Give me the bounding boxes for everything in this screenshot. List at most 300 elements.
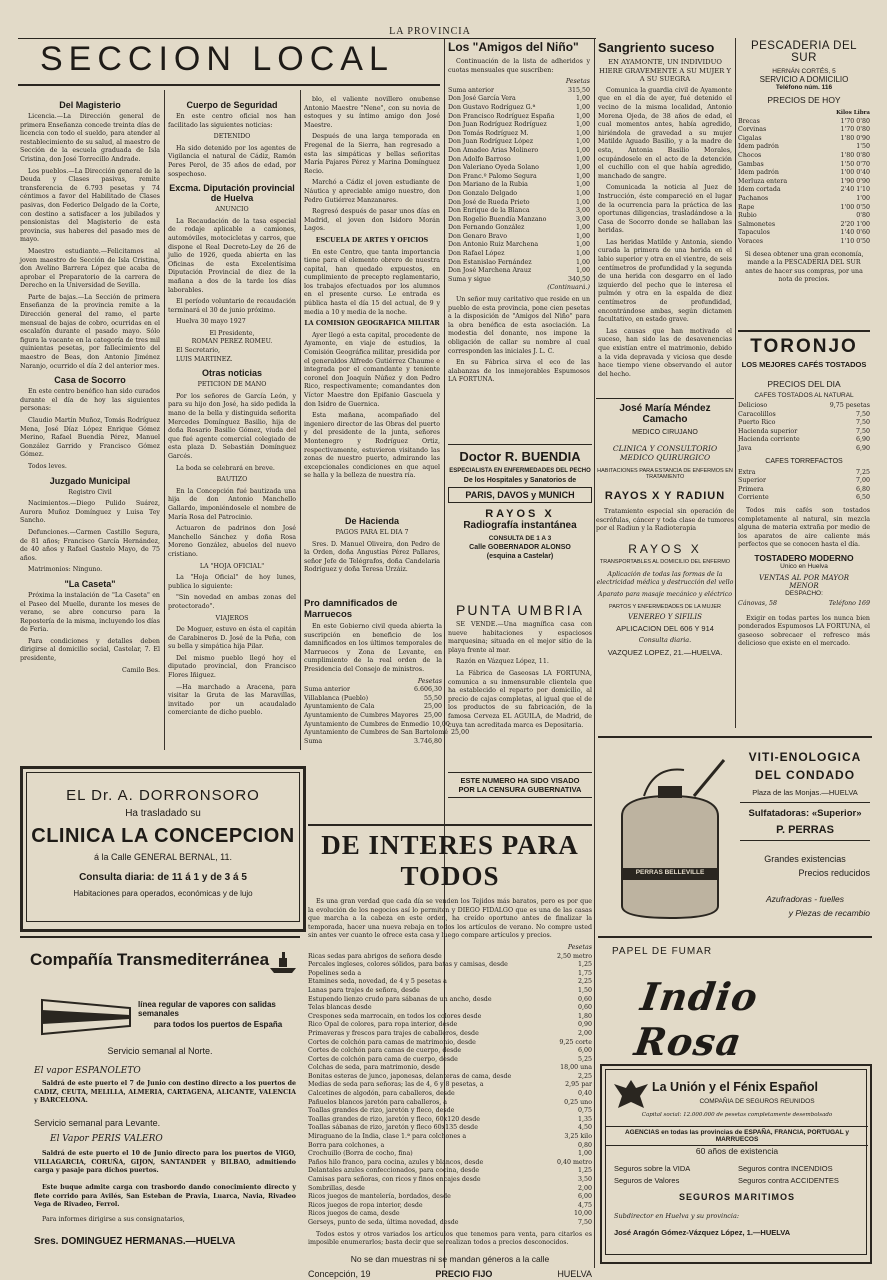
viti-hr-2 [740, 840, 870, 841]
otras-p9: —Ha marchado a Aracena, para visitar la Gruta de las Maravillas, invitado por un acaudalado comerciante de dicho pueblo. [168, 683, 296, 717]
interes-row-value: 1,35 [577, 1115, 592, 1123]
pescaderia-row-name: Rape [738, 203, 755, 211]
interes-row-value: 6,00 [577, 1047, 592, 1055]
interes-row-name: Telas blancas desde [308, 1004, 372, 1012]
amigos-row-value: 3,00 [575, 215, 590, 223]
damnificados-currency: Pesetas [417, 677, 442, 685]
interes-row [308, 1090, 592, 1099]
interes-row-name: Cortes de colchón para cama de cuerpo, desde [308, 1055, 458, 1063]
amigos-cont: (Continuará.) [547, 284, 590, 292]
interes-row-name: Crespones seda marrocain, en todos los colores desde [308, 1012, 482, 1020]
col3-p1: Después de una larga temporada en Fregenal de la Sierra, han regresado a esta las simpáticas y bellas señoritas María Pajares Pérez y Marina Domínguez Recio. [304, 133, 440, 175]
amigos-row-value: 1,00 [575, 95, 590, 103]
mendez-l7: Aplicación de todas las formas de la electricidad médica y destrucción del vello [596, 570, 734, 587]
amigos-row-name: Don José de Rueda Prieto [448, 198, 530, 206]
caseta-sign: Camilo Bes. [122, 666, 160, 674]
interes-list [308, 953, 592, 1228]
pescaderia-row-name: Chocos [738, 151, 762, 159]
mendez-sub: MEDICO CIRUJANO [632, 429, 698, 436]
trans-l5: Servicio semanal para Levante. [34, 1118, 161, 1128]
amigos-row-name: Don Rogelio Buendía Manzano [448, 215, 547, 223]
magisterio-p3: Maestro estudiante.—Felicitamos al joven maestro de Sección de Isla Cristina, don Avelino Barrera López que acaba de aprobar el Preparatorio de la carrera de Derecho en la Universidad de Sevilla. [20, 247, 160, 290]
otras-title: Otras noticias [201, 368, 263, 379]
amigos-row [448, 113, 590, 122]
amigos-row [448, 276, 590, 285]
amigos-row-name: Don Antonio Ruiz Marchena [448, 241, 539, 249]
col3-p0: blo, el valiente novillero onubense Antonio Maestre "Nene", con su novia de estoques y su íntimo amigo don José Maestre. [304, 96, 440, 129]
interes-row-name: Toallas sábanas de rizo, jaretón y fleco 60x135 desde [308, 1124, 478, 1132]
otras-p6: "Sin novedad en ambas zonas del protectorado". [168, 594, 296, 610]
amigos-row-value: 1,00 [575, 172, 590, 180]
mendez-l3: RAYOS X Y RADIUN [604, 490, 726, 502]
amigos-row-name: Don Enrique de la Blanca [448, 207, 530, 215]
toronjo-l2: MENOR [789, 581, 819, 590]
mendez-l13: VAZQUEZ LOPEZ, 21.—HUELVA. [607, 647, 723, 657]
toronjo-sub: LOS MEJORES CAFÉS TOSTADOS [741, 360, 867, 369]
toronjo-h3: CAFES TORREFACTOS [765, 457, 843, 465]
union-l4: AGENCIAS en todas las provincias de ESPAÑA, FRANCIA, PORTUGAL y MARRUECOS [606, 1126, 868, 1146]
indio-l2: Indio Rosa [631, 974, 762, 1064]
interes-row [308, 1185, 592, 1194]
pescaderia-row [738, 186, 870, 195]
dorronsoro-l5: Consulta diaria: de 11 á 1 y de 3 á 5 [79, 872, 247, 883]
interes-row-value: 0,40 metro [556, 1158, 592, 1166]
amigos-row-name: Don Genaro Bravo [448, 232, 508, 240]
socorro-p2: Claudio Martín Muñoz, Tomás Rodríguez Mena, José Díaz López Enrique Gómez Merino, Rafael Buendía Pérez, Manuel González Garrido y Francisco Gómez Gómez. [20, 417, 160, 459]
socorro-p1: En este centro benéfico han sido curados durante el día de hoy las siguientes personas: [20, 388, 160, 413]
column-1 [20, 96, 160, 756]
column-2 [168, 96, 296, 756]
sangriento-p1: Comunica la guardia civil de Ayamonte que en el día de ayer, fué detenido el vecino de la misma localidad, Antonio Morena Ojeda, de 38 años de edad, el cual momentos antes, había agredido, hiriéndola de gravedad a su mujer Matilde Aguado Basilio, y a la madre de esta, Antonia Basilio Morales, ocupándosele en el acto de la detención el cuchillo con el que había agredido, manchado de sangre. [598, 86, 732, 180]
damnificados-row-name: Ayuntamiento de Cala [304, 703, 375, 711]
sangriento-block [598, 40, 732, 392]
interes-row-name: Colchas de seda, para matrimonio, desde [308, 1064, 440, 1072]
viti-l5: P. PERRAS [776, 824, 834, 836]
interes-row [308, 953, 592, 962]
amigos-row [448, 241, 590, 250]
interes-l3: PRECIO FIJO [435, 1268, 493, 1279]
amigos-row [448, 267, 590, 276]
dorronsoro-l6: Habitaciones para operados, económicas y de lujo [73, 889, 253, 898]
interes-row-name: Miraguano de la India, clase 1.ª para colchones a [308, 1133, 467, 1141]
pescaderia-row-value: 1'80 0'80 [840, 151, 870, 159]
trans-l6: El Vapor PERIS VALERO [50, 1134, 163, 1144]
interes-row [308, 1056, 592, 1065]
trans-l7: Sres. DOMINGUEZ HERMANAS.—HUELVA [34, 1236, 236, 1247]
interes-row [308, 1124, 592, 1133]
interes-row-value: 1,75 [577, 969, 592, 977]
amigos-row-value: 1,00 [575, 241, 590, 249]
amigos-row [448, 233, 590, 242]
diputacion-p6: El Secretario, [176, 347, 221, 355]
sangriento-p4: Las causas que han motivado el suceso, han sido las de desavenencias que existían entre el matrimonio, debido a la vida depravada y viciosa que desde hace tiempo viene observando el autor del hecho. [598, 327, 732, 378]
interes-row-value: 3,50 [577, 1176, 592, 1183]
toronjo-row [738, 486, 870, 495]
amigos-row-name: Don Valeriano Oyeda Solano [448, 164, 539, 172]
interes-row-name: Primaveras y frescos para trajes de caballeros, desde [308, 1029, 479, 1037]
interes-ad [308, 820, 592, 1279]
viti-tank-label: PERRAS BELLEVILLE [635, 869, 705, 876]
damnificados-row-value: 3.746,80 [413, 737, 442, 745]
pescaderia-row-name: Gambas [738, 160, 764, 168]
interes-row [308, 1030, 592, 1039]
pescaderia-l4: PRECIOS DE HOY [767, 95, 841, 105]
amigos-row-value: 1,00 [575, 181, 590, 189]
sangriento-title: Sangriento suceso [598, 40, 715, 55]
amigos-row-name: Suma y sigue [448, 275, 491, 283]
juzgado-p3: Matrimonios: Ninguno. [28, 566, 103, 574]
interes-row-name: Etamines seda, novedad, de 4 y 5 pesetas a [308, 978, 447, 986]
amigos-row [448, 259, 590, 268]
buendia-l2: De los Hospitales y Sanatorios de [463, 477, 577, 484]
juzgado-title: Juzgado Municipal [49, 475, 131, 486]
toronjo-row-value: 7,25 [855, 468, 870, 476]
toronjo-row-value: 7,50 [855, 410, 870, 418]
buendia-l5: Radiografía instantánea [463, 520, 577, 531]
toronjo-row-name: Extra [738, 468, 756, 476]
mendez-l10: VENEREO Y SIFILIS [628, 612, 702, 621]
censura-l2: POR LA CENSURA GUBERNATIVA [458, 785, 582, 794]
col3-p5: Ayer llegó a esta capital, procedente de Ayamonte, en viaje de estudios, la Comisión Geográfica militar, presidida por el generaldos Alfredo Gutiérrez Chaume e integrada por el comandante y teniente coronel don Joaquín Núñez y don Pedro Rico, respectivamente; comandantes don Víctor Maestre don Epifanio Gascuela y don Isidro de Guernica. [304, 331, 440, 408]
mendez-l9: PARTOS Y ENFERMEDADES DE LA MUJER [609, 603, 721, 610]
damnificados-row-name: Suma [304, 737, 323, 745]
diputacion-p5: ROMAN PEREZ ROMEU. [191, 338, 273, 346]
hacienda-p8: Sres. D. Manuel Oliveira, don Pedro de la Orden, doña Angustias Pérez Pallares, señor Jefe de Telégrafos, doña Candelaria Rodríguez y doña Teresa Urzáiz. [304, 540, 440, 574]
damnificados-title: Pro damnificados de Marruecos [304, 598, 398, 620]
interes-row [308, 1116, 592, 1125]
punta-p2: Razón en Vázquez López, 11. [456, 658, 549, 666]
amigos-row [448, 207, 590, 216]
interes-row-name: Toallas grandes de rizo, jaretón y fleco, 60x120 desde [308, 1115, 480, 1123]
union-l9: Seguros contra ACCIDENTES [738, 1176, 839, 1185]
comision-title: LA COMISION GEOGRAFICA MILITAR [304, 320, 440, 328]
union-l3: Capital social: 12.000.000 de pesetas completamente desembolsado [641, 1112, 833, 1118]
amigos-row-name: Don Tomás Rodríguez M. [448, 129, 529, 137]
toronjo-h1: PRECIOS DEL DIA [767, 379, 841, 389]
toronjo-row [738, 445, 870, 454]
pescaderia-l3: Teléfono núm. 116 [775, 84, 833, 91]
damnificados-row [304, 703, 442, 712]
interes-row [308, 1081, 592, 1090]
pescaderia-row-value: 1'50 0'70 [840, 160, 870, 168]
pescaderia-row [738, 238, 870, 247]
buendia-l3: PARIS, DAVOS y MUNICH [448, 487, 592, 503]
pescaderia-row-value: 2'40 1'10 [840, 186, 870, 194]
divider [594, 38, 595, 1268]
amigos-row-value: 1,00 [575, 138, 590, 146]
viti-l6: Grandes existencias [764, 854, 846, 864]
interes-row-name: Toallas grandes de rizo, jaretón y fleco, desde [308, 1107, 455, 1115]
seguridad-p2: Ha sido detenido por los agentes de Vigilancia el natural de Cádiz, Ramón Peres Perol, de 35 años de edad, por sospechoso. [168, 144, 296, 178]
trans-p2: Saldrá de este puerto el 10 de Junio directo para los puertos de VIGO, VILLAGARCIA, CORUÑA, GIJON, SANTANDER y BILBAO, admitiendo carga y pasaje para dichos puertos. [34, 1150, 296, 1175]
amigos-row-name: Don Juan Rodríguez López [448, 138, 534, 146]
punta-p1: SE VENDE.—Una magnífica casa con nueve habitaciones y espaciosos marquesina; situada en el mejor sitio de la playa frente al mar. [448, 621, 592, 654]
toronjo-row [738, 419, 870, 428]
toronjo-l3: DESPACHO: [785, 589, 823, 597]
amigos-row-value: 1,00 [575, 189, 590, 197]
interes-row-name: Rico Opal de colores, para ropa interior, desde [308, 1021, 458, 1029]
interes-row-value: 0,90 [577, 1021, 592, 1029]
divider [735, 38, 736, 728]
mendez-title: José María Méndez Camacho [619, 403, 711, 425]
pescaderia-row [738, 221, 870, 230]
pescaderia-col-head: Kilos Libra [836, 110, 870, 116]
amigos-row [448, 147, 590, 156]
viti-l8: Azufradoras - fuelles [766, 894, 844, 904]
interes-row [308, 1107, 592, 1116]
otras-s1: PETICION DE MANO [197, 381, 267, 389]
interes-row-name: Borra para colchones, a [308, 1141, 385, 1149]
mendez-l5: RAYOS X [628, 541, 702, 556]
divider [300, 90, 301, 750]
mendez-l12: Consulta diaria. [638, 635, 692, 644]
union-l2: COMPAÑIA DE SEGUROS REUNIDOS [699, 1098, 815, 1105]
mendez-l2: HABITACIONES PARA ESTANCIA DE ENFERMOS EN TRATAMIENTO [597, 468, 733, 480]
sangriento-p2: Comunicada la noticia al Juez de Instrucción, éste compareció en el lugar de la ocurrencia para la práctica de las oportunas diligencias, trasladándose a la Casa de Socorro donde se hallaban las heridas. [598, 184, 732, 235]
socorro-p3: Todos leves. [28, 462, 67, 470]
toronjo-row [738, 469, 870, 478]
amigos-row-name: Don Gonzalo Delgado [448, 189, 518, 197]
toronjo-row-value: 6,80 [855, 485, 870, 493]
toronjo-row-value: 7,00 [855, 477, 870, 485]
interes-row-value: 4,50 [577, 1124, 592, 1132]
amigos-row-name: Don José García Vera [448, 95, 516, 103]
toronjo-note2: Exigir en todas partes los nunca bien ponderados Espumosos LA FORTUNA, el gaseoso sobrecaer el refresco más delicioso que existe en el mercado. [738, 614, 870, 648]
union-l11: Subdirector en Huelva y su provincia: [614, 1212, 740, 1220]
amigos-row-name: Don Gustavo Rodríguez G.ª [448, 103, 536, 111]
socorro-title: Casa de Socorro [54, 375, 126, 386]
amigos-row-name: Don Francisco Rodríguez España [448, 112, 555, 120]
magisterio-p4: Parte de bajas.—La Sección de primera Enseñanza de la provincia remite a la Dirección general del ramo, el parte mensual de bajas de cobro, ocurridas en el escalafón durante el pasado mayo. Sólo figura la vacante en la categoría de tres mil quinientas pesetas, por fallecimiento del maestro de Beas, don Antonio Jiménez Naranjo, ocurrido el día 2 del anterior mes. [20, 293, 160, 370]
interes-row-name: Paños hilo franco, para cocina, azules y blancos, desde [308, 1158, 484, 1166]
censura-l1: ESTE NUMERO HA SIDO VISADO [460, 776, 580, 785]
amigos-row [448, 130, 590, 139]
amigos-row-value: 1,00 [575, 121, 590, 129]
interes-row-name: Percales ingleses, colores sólidos, para batas y camisas, desde [308, 961, 508, 969]
caseta-p1: Próxima la instalación de "La Caseta" en el Paseo del Muelle, durante los meses de verano, se abre concurso para la Repostería de la misma, incluyendo los días de Feria. [20, 591, 160, 634]
toronjo-row [738, 436, 870, 445]
punta-p3: La Fábrica de Gaseosas LA FORTUNA, comunica a su inmensurable clientela que ha establecido el reparto por domicilio, al precio de cajas completas, al igual que el de los productos de su fabricación, de la famosa Cerveza EL AGUILA, de Madrid, de cuya tan acreditada marca es Depositaria. [448, 669, 592, 729]
sprayer-tank-icon [604, 756, 736, 926]
interes-row-value: 2,00 [577, 1184, 592, 1192]
diputacion-p3: Huelva 30 mayo 1927 [176, 318, 246, 326]
amigos-row-value: 315,50 [567, 86, 590, 94]
interes-row-name: Medias de seda para señoras; las de 4, 6 y 8 pesetas, a [308, 1081, 484, 1089]
damnificados-row [304, 738, 442, 747]
diputacion-p1: La Recaudación de la tasa especial de rodaje aplicable a camiones, automóviles, motocicletas y carros, que dispone el Real Decreto-Ley de 26 de julio de 1926, queda abierta en las Oficinas de esta Excelentísima Diputación Provincial de diez de la mañana a dos de la tarde los días laborables. [168, 217, 296, 294]
interes-title: DE INTERES PARA TODOS [321, 830, 579, 891]
union-l5: 60 años de existencia [695, 1146, 779, 1156]
pescaderia-row-name: Voraces [738, 237, 764, 245]
interes-row [308, 1167, 592, 1176]
pescaderia-row-value: 0'80 [856, 212, 870, 220]
pescaderia-row-name: Salmonetes [738, 220, 776, 228]
toronjo-h2: CAFES TOSTADOS AL NATURAL [754, 392, 854, 399]
caseta-p2: Para condiciones y detalles deben dirigirse al domicilio social, Castelar, 7. El presidente, [20, 637, 160, 663]
otras-p7: De Moguer, estuvo en ésta el capitán de Carabineros D. José de la Peña, con su bella y simpática hija Pilar. [168, 626, 296, 651]
viti-l7: Precios reducidos [798, 868, 870, 878]
interes-row-value: 0,75 [577, 1107, 592, 1115]
amigos-intro: Continuación de la lista de adheridos y cuotas mensuales que suscriben: [448, 58, 590, 74]
interes-row-value: 1,25 [577, 1167, 592, 1175]
pescaderia-row-name: Tapaculos [738, 229, 770, 237]
amigos-row-value: 1,00 [575, 155, 590, 163]
amigos-row [448, 121, 590, 130]
col3-p3: Regresó después de pasar unos días en Madrid, el joven don Isidoro Morán Lagos. [304, 208, 440, 233]
amigos-title: Los "Amigos del Niño" [448, 40, 579, 54]
interes-row-name: Gerseys, punto de seda, última novedad, desde [308, 1218, 459, 1226]
mendez-l1: CLINICA Y CONSULTORIO MEDICO QUIRURGICO [612, 444, 718, 462]
interes-row [308, 1039, 592, 1048]
amigos-currency: Pesetas [565, 78, 590, 86]
buendia-l4: RAYOS X [485, 508, 555, 520]
union-l1: La Unión y el Fénix Español [652, 1080, 819, 1094]
pescaderia-row-value: 1'70 0'80 [840, 117, 870, 125]
pescaderia-row [738, 195, 870, 204]
union-l10: SEGUROS MARITIMOS [678, 1192, 795, 1202]
damnificados-row [304, 686, 442, 695]
amigos-row [448, 224, 590, 233]
interes-footer [308, 1270, 592, 1279]
toronjo-row-name: Delicioso [738, 402, 768, 409]
pescaderia-row-value: 1'50 [856, 143, 870, 151]
column-3 [304, 96, 440, 516]
trans-p1: Saldrá de este puerto el 7 de Junio con destino directo a los puertos de CADIZ, CEUTA, MELILLA, ALMERIA, CARTAGENA, ALICANTE, VALENCIA y BARCELONA. [34, 1080, 296, 1105]
eagle-icon [612, 1076, 650, 1112]
escuela-title: ESCUELA DE ARTES Y OFICIOS [315, 236, 429, 244]
amigos-row [448, 164, 590, 173]
toronjo-row-value: 6,90 [855, 444, 870, 452]
pescaderia-row-name: Brecas [738, 117, 760, 125]
toronjo-row [738, 411, 870, 420]
interes-row-value: 10,00 [573, 1210, 592, 1218]
magisterio-title: Del Magisterio [59, 100, 121, 110]
pescaderia-row-name: Corvinas [738, 126, 767, 134]
damnificados-row [304, 695, 442, 704]
pescaderia-row [738, 152, 870, 161]
buendia-l7: Calle GOBERNADOR ALONSO [469, 544, 571, 551]
amigos-row [448, 250, 590, 259]
viti-ad [598, 736, 872, 932]
damnificados-row [304, 720, 450, 730]
interes-row-value: 7,50 [577, 1218, 592, 1226]
damnificados-row-name: Suma anterior [304, 686, 350, 694]
amigos-row [448, 181, 590, 190]
union-l6: Seguros sobre la VIDA [614, 1164, 691, 1173]
toronjo-row-value: 9,75 pesetas [829, 402, 870, 409]
interes-row [308, 1193, 592, 1202]
magisterio-p1: Licencia.—La Dirección general de primera Enseñanza concede treinta días de licencia con todo el sueldo, para atender al restablecimiento de su salud, al maestro de Sección de la escuela graduada de Isla Cristina, don José Torrecillo Andrade. [20, 113, 160, 163]
interes-row [308, 970, 592, 979]
amigos-row [448, 138, 590, 147]
dorronsoro-l4: á la Calle GENERAL BERNAL, 11. [93, 852, 233, 862]
amigos-row [448, 95, 590, 104]
juzgado-sub: Registro Civil [68, 488, 112, 496]
interes-row [308, 1159, 592, 1168]
interes-row [308, 996, 592, 1005]
viti-rule [598, 736, 872, 738]
damnificados-row-value: 55,50 [423, 694, 442, 702]
interes-row [308, 1133, 592, 1142]
header-rule-2 [18, 84, 440, 86]
interes-row-name: Calcetines de algodón, para caballeros, desde [308, 1090, 455, 1098]
interes-row-value: 18,00 una [560, 1064, 592, 1072]
mendez-l4: Tratamiento especial sin operación de escrófulas, cáncer y toda clase de tumores por el Radiun y la Radioterapia [596, 508, 734, 533]
seguridad-title: Cuerpo de Seguridad [186, 100, 278, 110]
hacienda-title: De Hacienda [344, 516, 400, 526]
trans-p4: Para informes dirigirse a sus consignatarios, [42, 1216, 185, 1223]
interes-l2: Concepción, 19 [308, 1268, 371, 1279]
amigos-row-value: 3,00 [575, 207, 590, 215]
damnificados-list [304, 686, 470, 746]
pescaderia-row-value: 1'10 0'50 [840, 237, 870, 245]
toronjo-l5: Teléfono 169 [828, 599, 870, 607]
trans-l2: para todos los puertos de España [153, 1020, 283, 1029]
interes-l4: HUELVA [557, 1268, 592, 1279]
damnificados-p1: En este Gobierno civil queda abierta la suscripción en beneficio de los damnificados en los últimos temporales de Marruecos y Zona de Levante, en cumplimiento de la real orden de la Presidencia del Consejo de ministros. [304, 623, 442, 673]
amigos-row-value: 1,00 [575, 112, 590, 120]
amigos-row-value: 1,00 [575, 164, 590, 172]
union-fenix-ad [600, 1064, 872, 1264]
diputacion-p4: El Presidente, [209, 329, 255, 337]
interes-row-name: Ricas sedas para abrigos de señora desde [308, 952, 442, 960]
punta-block [448, 602, 592, 778]
interes-row-value: 9,25 corte [559, 1038, 592, 1046]
amigos-row [448, 104, 590, 113]
interes-row-value: 1,25 [577, 961, 592, 969]
magisterio-p2: Los pueblos.—La Dirección general de la Deuda y Clases pasivas, remite transferencia de 6.793 pesetas y 74 céntimos a favor del Habilitado de Clases pasivas, don Federico Delgado de la Corte, con destino a satisfacer a los jubilados y pensionistas del Magisterio de esta provincia, sus haberes del pasado mes de mayo. [20, 167, 160, 244]
damnificados-row-value: 25,00 [451, 729, 470, 737]
toronjo-row-value: 6,50 [855, 494, 870, 502]
interes-row-value: 0,25 uno [564, 1098, 592, 1106]
amigos-p1: Un señor muy caritativo que reside en un pueblo de esta provincia, pone cien pesetas a la disposición de "Amigos del Niño" para la obra benéfica de esta asociación. La modestia del donante, nos impone la obligación de callar su nombre al cual corresponden las iniciales J. L. C. [448, 296, 590, 355]
diputacion-sub: ANUNCIO [215, 206, 249, 214]
pescaderia-row-name: Pachanos [738, 194, 769, 202]
damnificados-row-name: Villablanca (Pueblo) [304, 694, 369, 702]
dorronsoro-l2: Ha trasladado su [125, 808, 201, 819]
interes-row-value: 5,25 [577, 1055, 592, 1063]
viti-l3: Plaza de las Monjas.—HUELVA [752, 788, 858, 797]
toronjo-row-value: 7,50 [855, 427, 870, 435]
damnificados-row [304, 729, 470, 738]
otras-p8: Del mismo pueblo llegó hoy el diputado provincial, don Francisco Flores Iñiguez. [168, 654, 296, 680]
juzgado-p2: Defunciones.—Carmen Castillo Segura, de 81 años; Francisco García Hernández, de 40 años y Rafael Gastelo Mayo, de 75 años. [20, 528, 160, 562]
interes-row-name: Bonitas esteras de junco, japonesas, delanteras de cama, desde [308, 1072, 512, 1080]
dorronsoro-l1: EL Dr. A. DORRONSORO [66, 787, 260, 804]
amigos-row-value: 1,00 [575, 250, 590, 258]
diputacion-p7: LUIS MARTINEZ. [176, 355, 233, 363]
interes-row-value: 2,25 [577, 978, 592, 986]
amigos-row-name: Don Fernando González [448, 224, 525, 232]
amigos-row-name: Don Mariano de la Rubia [448, 181, 528, 189]
toronjo-row-name: Primera [738, 485, 764, 493]
paper-name: LA PROVINCIA [389, 26, 471, 37]
interes-row [308, 1021, 592, 1030]
toronjo-row-value: 6,90 [855, 436, 870, 444]
pescaderia-row [738, 204, 870, 213]
pescaderia-row-value: 1'00 0'50 [840, 203, 870, 211]
damnificados-row-value: 10,00 [431, 720, 450, 728]
damnificados-row-name: Ayuntamiento de Cumbres Mayores [304, 711, 419, 719]
pescaderia-row-value: 2'20 1'00 [840, 220, 870, 228]
damnificados-row [304, 712, 442, 721]
pescaderia-row [738, 229, 870, 238]
amigos-row-value: 1,00 [575, 258, 590, 266]
toronjo-ad [738, 326, 870, 726]
indio-rosa-ad [598, 936, 872, 1064]
amigos-row [448, 173, 590, 182]
buendia-l1: ESPECIALISTA EN ENFERMEDADES DEL PECHO [449, 468, 591, 474]
